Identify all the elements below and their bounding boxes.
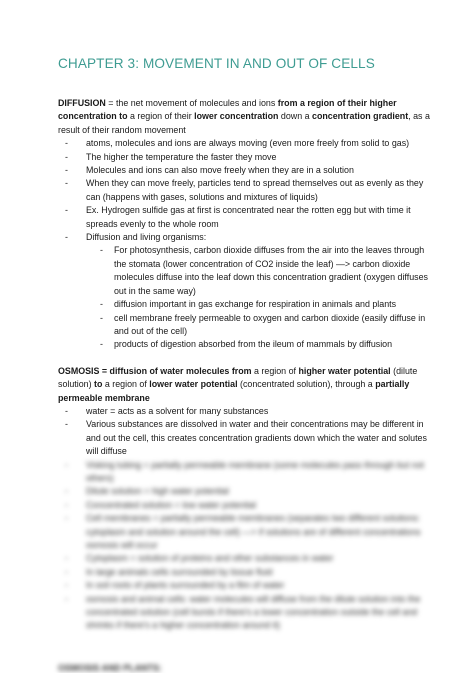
sub-list-item: - products of digestion absorbed from the ileum of mammals by diffusion <box>100 339 393 350</box>
def-segment: partially permeable membrane <box>58 379 410 403</box>
def-segment: OSMOSIS = diffusion of water molecules from <box>58 365 252 376</box>
sub-list-item: - cell membrane freely permeable to oxygen and carbon dioxide (easily diffuse in and out of the cell) <box>100 312 426 336</box>
list-item: - Cytoplasm = solution of proteins and other substances in water <box>65 553 334 564</box>
sub-list-item: - For photosynthesis, carbon dioxide diffuses from the air into the leaves through the stomata (lower concentration of CO2 inside the leaf) —> carbon dioxide molecules diffuse into the leaf down this concentration gradient (oxygen diffuses out in the same way) <box>100 245 428 296</box>
def-segment: to <box>94 379 103 390</box>
list-item: - Molecules and ions can also move freely when they are in a solution <box>65 165 354 176</box>
list-item: - Dilute solution = high water potential <box>65 486 229 497</box>
list-item: - water = acts as a solvent for many substances <box>65 405 269 416</box>
def-segment: a region of <box>102 379 150 390</box>
list-item: - Visking tubing = partially permeable membrane (some molecules pass through but not others) <box>65 459 425 483</box>
def-segment: concentration gradient <box>312 111 409 122</box>
living-organisms-sublist <box>86 244 430 351</box>
def-segment: from a region of their higher concentration to <box>58 98 397 122</box>
list-item: - In large animals cells surrounded by tissue fluid <box>65 566 273 577</box>
def-segment: a region of their <box>127 111 195 122</box>
list-item: - Ex. Hydrogen sulfide gas at first is concentrated near the rotten egg but with time it spreads evenly to the whole room <box>65 205 411 229</box>
list-item: - Diffusion and living organisms: - For photosynthesis, carbon dioxide diffuses from the air into the leaves through the stomata (lower concentration of CO2 inside the leaf) —> carbon dioxide molecules diffuse into the leaf down this concentration gradient (oxygen diffuses out in the same way) - diffusion important in gas exchange for respiration in animals and plants - cell membrane freely permeable to oxygen and carbon dioxide (easily diffuse in and out of the cell) - products of digestion absorbed from the ileum of mammals by diffusion <box>86 231 430 352</box>
osmosis-definition <box>58 365 430 405</box>
def-segment: a region of <box>251 365 299 376</box>
osmosis-bullet-list <box>58 405 430 459</box>
diffusion-definition <box>58 97 430 137</box>
def-segment: , as a result of their random movement <box>58 111 430 135</box>
def-segment: (dilute solution) <box>58 365 418 390</box>
def-segment: down a <box>278 111 313 122</box>
def-segment: = the net movement of molecules and ions <box>105 98 278 108</box>
list-item: - Cell membranes = partially permeable membranes (separates two different solutions: cytoplasm and solution around the cell) —> if solutions are of different concentrations osmosis will occur <box>65 513 421 550</box>
diffusion-bullet-list <box>58 137 430 352</box>
list-item: - The higher the temperature the faster they move <box>65 151 277 162</box>
def-segment: DIFFUSION <box>58 98 106 108</box>
blurred-preview-list <box>58 459 430 633</box>
list-item: - When they can move freely, particles tend to spread themselves out as evenly as they can (happens with gases, solutions and mixtures of liquids) <box>65 178 424 202</box>
def-segment: higher water potential <box>298 365 391 376</box>
def-segment: lower water potential <box>149 379 238 390</box>
list-item: - Concentrated solution = low water potential <box>65 499 256 510</box>
list-item: - osmosis and animal cells: water molecules will diffuse from the dilute solution into the concentrated solution (cell bursts if there's a lower concentration outside the cell and shrinks if there's a higher concentration around it) <box>65 593 421 631</box>
section-heading-osmosis-plants: OSMOSIS AND PLANTS: <box>58 662 162 673</box>
list-item: - atoms, molecules and ions are always moving (even more freely from solid to gas) <box>65 138 410 149</box>
list-item: - Various substances are dissolved in water and their concentrations may be different in and out the cell, this creates concentration gradients down which the water and solutes will diffuse <box>65 419 427 457</box>
def-segment: lower concentration <box>194 111 279 122</box>
sub-list-item: - diffusion important in gas exchange for respiration in animals and plants <box>100 299 397 310</box>
chapter-title: CHAPTER 3: MOVEMENT IN AND OUT OF CELLS <box>58 56 375 71</box>
list-item: - In soil roots of plants surrounded by a film of water <box>65 580 285 591</box>
def-segment: (concentrated solution), through a <box>237 379 376 390</box>
